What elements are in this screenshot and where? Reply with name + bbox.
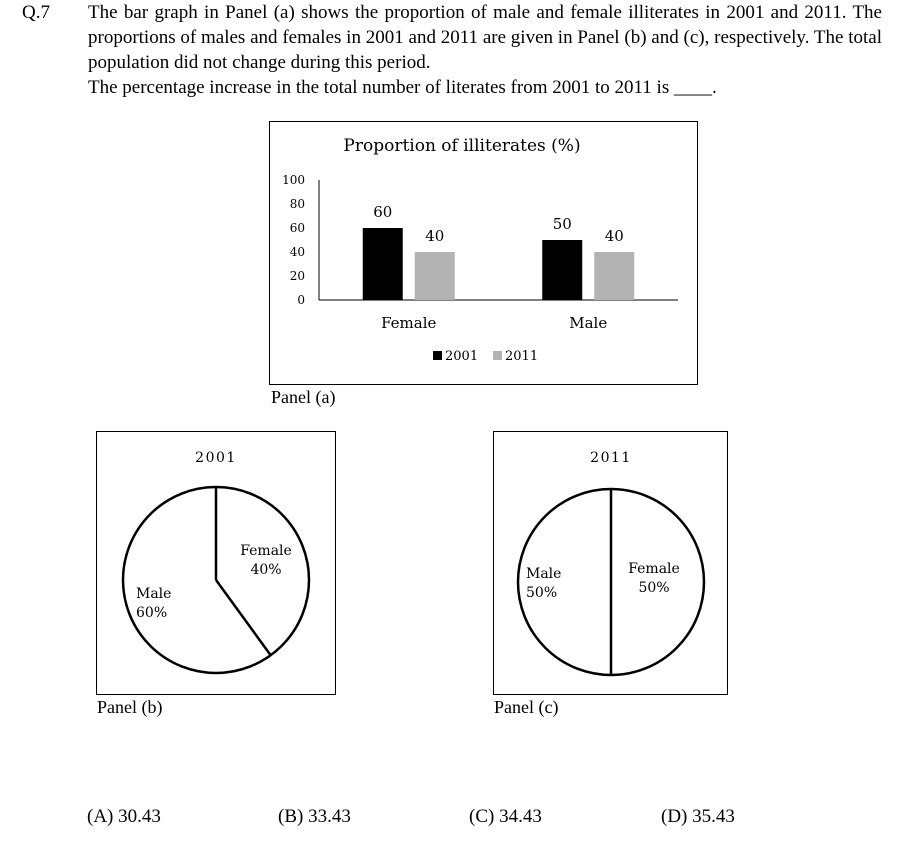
option-d[interactable]: (D) 35.43 <box>661 806 735 827</box>
pie-chart-2011 <box>494 432 727 694</box>
legend-label: 2001 <box>445 349 479 364</box>
pie-2001-panel <box>96 431 336 695</box>
y-tick-label: 0 <box>297 293 305 307</box>
slice-label-female: Female <box>628 561 680 577</box>
data-label: 40 <box>425 227 445 245</box>
question-text <box>88 0 882 100</box>
bar-male-2001 <box>542 240 582 300</box>
pie-2011-panel <box>493 431 728 695</box>
data-label: 50 <box>552 215 572 233</box>
option-b[interactable]: (B) 33.43 <box>278 806 351 827</box>
y-tick-label: 100 <box>282 173 305 187</box>
panel-c-label: Panel (c) <box>494 697 559 717</box>
slice-value-female: 50% <box>638 580 670 596</box>
pie-title: 2011 <box>590 450 632 466</box>
panel-b-label: Panel (b) <box>97 697 163 717</box>
y-tick-label: 40 <box>289 245 305 259</box>
chart-title: Proportion of illiterates (%) <box>343 136 581 156</box>
legend-label: 2011 <box>505 349 539 364</box>
slice-label-male: Male <box>526 566 562 582</box>
pie-chart-2001 <box>97 432 335 694</box>
y-tick-label: 80 <box>289 197 305 211</box>
slice-label-female: Female <box>240 543 292 559</box>
data-label: 40 <box>604 227 624 245</box>
bar-chart-panel <box>269 121 698 385</box>
slice-value-male: 60% <box>136 605 168 621</box>
panel-a-label: Panel (a) <box>271 387 336 407</box>
y-tick-label: 60 <box>289 221 305 235</box>
bar-chart <box>270 122 697 384</box>
y-tick-label: 20 <box>289 269 305 283</box>
bar-female-2011 <box>415 252 455 300</box>
slice-value-male: 50% <box>526 585 558 601</box>
x-tick-label: Male <box>569 314 608 332</box>
x-tick-label: Female <box>381 314 437 332</box>
slice-label-male: Male <box>136 586 172 602</box>
slice-value-female: 40% <box>250 562 282 578</box>
question-prompt: The percentage increase in the total number of literates from 2001 to 2011 is ____. <box>88 77 717 98</box>
bar-male-2011 <box>594 252 634 300</box>
pie-title: 2001 <box>195 450 237 466</box>
option-a[interactable]: (A) 30.43 <box>87 806 161 827</box>
data-label: 60 <box>373 203 393 221</box>
question-paragraph: The bar graph in Panel (a) shows the proportion of male and female illiterates in 2001 and 2011. The proportions of males and females in 2001 and 2011 are given in Panel (b) and (c), respectively. The total population did not change during this period. <box>88 2 882 73</box>
legend-swatch-2001 <box>433 351 442 360</box>
option-c[interactable]: (C) 34.43 <box>469 806 542 827</box>
question-number: Q.7 <box>22 2 50 23</box>
legend-swatch-2011 <box>493 351 502 360</box>
bar-female-2001 <box>363 228 403 300</box>
